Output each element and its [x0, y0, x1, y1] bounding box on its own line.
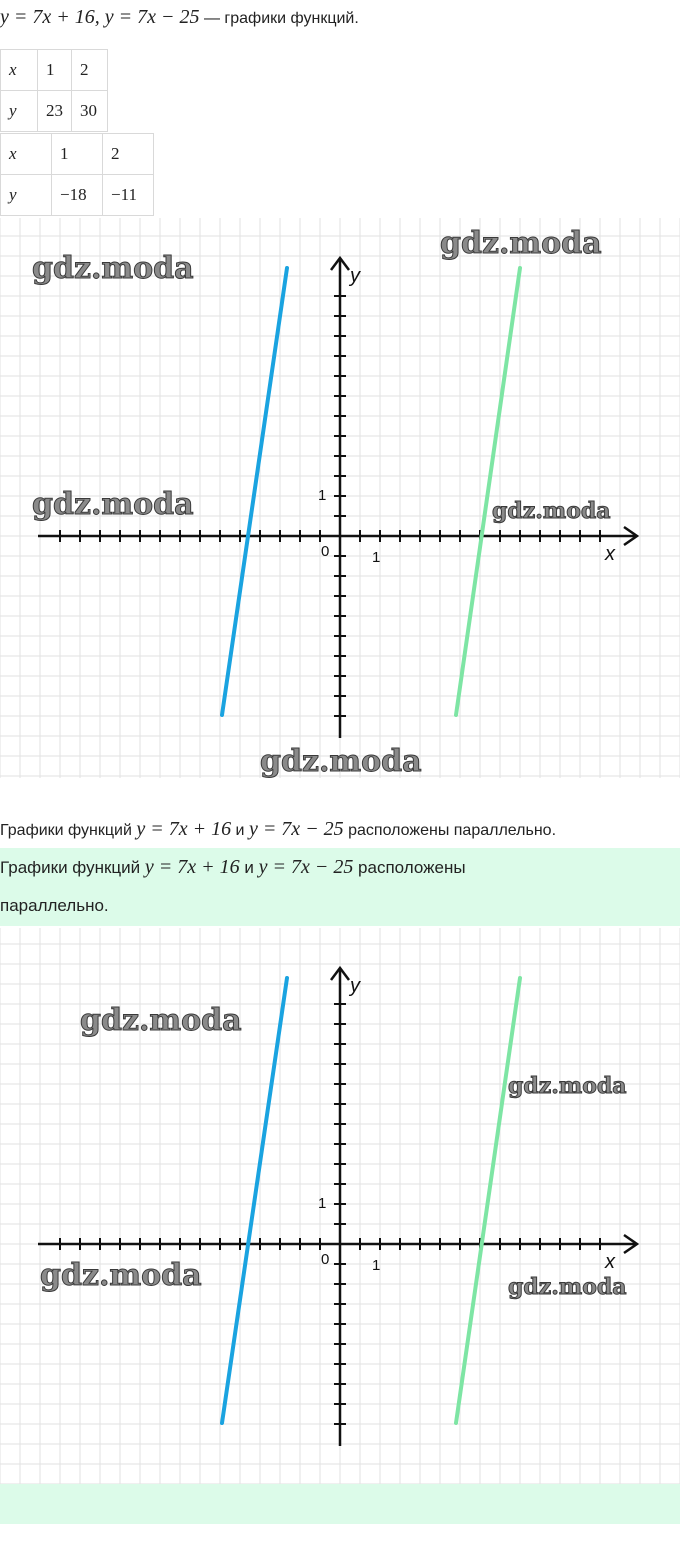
- axis-ticks: [60, 1004, 600, 1424]
- table-cell: −11: [103, 175, 154, 216]
- function-graph: [0, 928, 680, 1484]
- answer-prefix: Графики функций: [0, 858, 145, 877]
- table-row: [1, 50, 108, 91]
- graph-line-2: [456, 268, 520, 715]
- watermark: gdz.moda: [40, 1258, 202, 1293]
- values-table-2: [0, 133, 154, 216]
- watermark: gdz.moda: [508, 1274, 627, 1300]
- conclusion-prefix: Графики функций: [0, 822, 137, 839]
- x-unit-label: 1: [372, 1257, 381, 1274]
- answer-mid: и: [239, 858, 259, 877]
- heading-text: — графики функций.: [199, 10, 359, 27]
- x-axis-label: x: [605, 1251, 615, 1273]
- table-row: [1, 175, 154, 216]
- watermark: gdz.moda: [492, 498, 611, 524]
- table-cell: 30: [72, 91, 108, 132]
- table-cell: 2: [72, 50, 108, 91]
- answer-line-2: параллельно.: [0, 896, 109, 915]
- graph-line-2: [456, 978, 520, 1423]
- table-cell: y: [1, 175, 52, 216]
- graph-line-1: [222, 268, 287, 715]
- y-axis-label: y: [350, 975, 360, 997]
- graph-line-1: [222, 978, 287, 1423]
- table-cell: x: [1, 134, 52, 175]
- origin-label: 0: [321, 1251, 330, 1268]
- answer-box: [0, 848, 680, 926]
- table-cell: 23: [38, 91, 72, 132]
- x-axis-label: x: [605, 543, 615, 565]
- y-unit-label: 1: [318, 487, 327, 504]
- formula-1: y = 7x + 16: [136, 818, 232, 840]
- table-cell: 2: [103, 134, 154, 175]
- heading-formula: y = 7x + 16, y = 7x − 25: [0, 6, 200, 28]
- answer-suffix: расположены: [353, 858, 466, 877]
- watermark: gdz.moda: [32, 487, 194, 522]
- conclusion-text: [0, 818, 556, 841]
- watermark: gdz.moda: [32, 251, 194, 286]
- answer-line-1: [0, 856, 466, 879]
- origin-label: 0: [321, 543, 330, 560]
- formula-1: y = 7x + 16: [144, 856, 240, 878]
- table-cell: 1: [52, 134, 103, 175]
- watermark: gdz.moda: [260, 744, 422, 778]
- table-row: [1, 91, 108, 132]
- values-table-1: [0, 49, 108, 132]
- conclusion-suffix: расположены параллельно.: [343, 822, 557, 839]
- formula-2: y = 7x − 25: [248, 818, 344, 840]
- watermark: gdz.moda: [508, 1073, 627, 1099]
- table-cell: 1: [38, 50, 72, 91]
- function-graph: [0, 218, 680, 778]
- watermark: gdz.moda: [80, 1003, 242, 1038]
- answer-box-bottom: [0, 1484, 680, 1524]
- problem-heading: [0, 6, 359, 29]
- table-cell: −18: [52, 175, 103, 216]
- conclusion-mid: и: [231, 822, 249, 839]
- watermark: gdz.moda: [440, 226, 602, 261]
- formula-2: y = 7x − 25: [258, 856, 354, 878]
- x-unit-label: 1: [372, 549, 381, 566]
- table-row: [1, 134, 154, 175]
- y-unit-label: 1: [318, 1195, 327, 1212]
- table-cell: y: [1, 91, 38, 132]
- table-cell: x: [1, 50, 38, 91]
- y-axis-label: y: [350, 265, 360, 287]
